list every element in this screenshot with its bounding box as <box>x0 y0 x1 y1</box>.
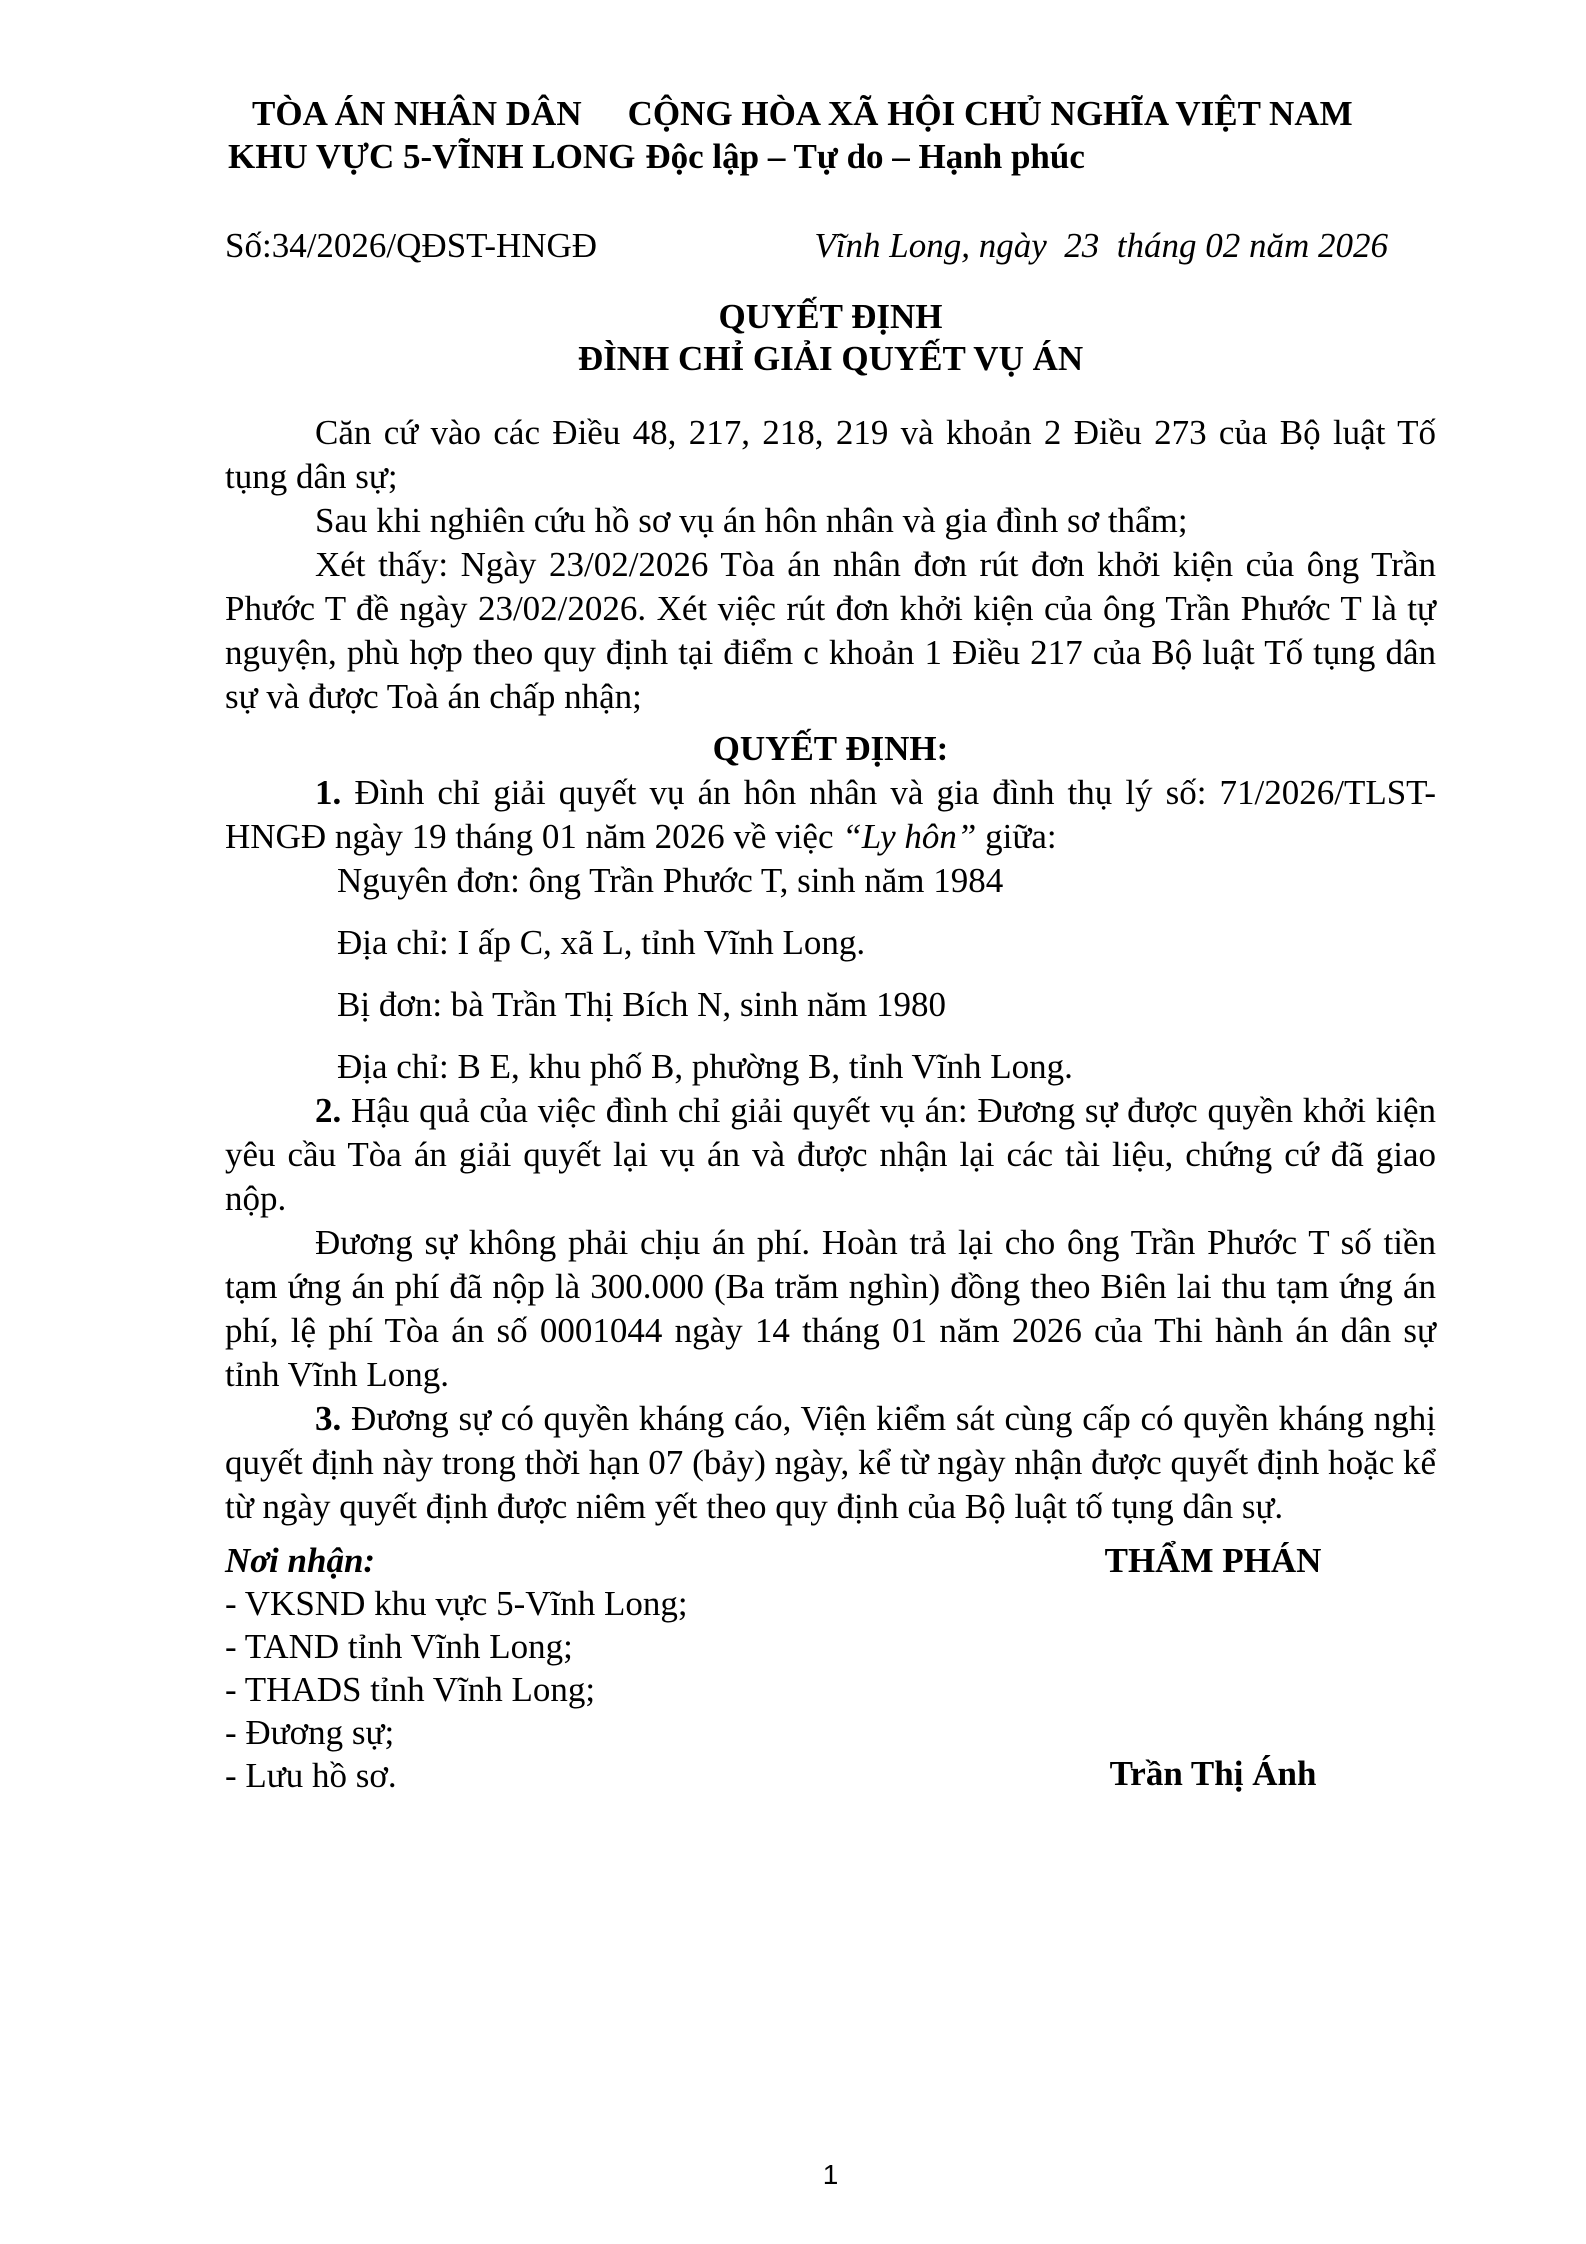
republic-name: CỘNG HÒA XÃ HỘI CHỦ NGHĨA VIỆT NAM <box>627 94 1353 133</box>
document-body <box>225 411 1436 1529</box>
document-title <box>225 296 1436 380</box>
preamble-paragraph-legal-basis: Căn cứ vào các Điều 48, 217, 218, 219 và khoản 2 Điều 273 của Bộ luật Tố tụng dân sự; <box>225 413 1436 496</box>
court-name-line2: KHU VỰC 5-VĨNH LONG <box>228 137 636 176</box>
document-footer <box>225 1539 1436 1797</box>
document-header-line2 <box>225 135 1436 178</box>
article-1-text-after: giữa: <box>976 817 1057 856</box>
recipient-item: - THADS tỉnh Vĩnh Long; <box>225 1670 596 1709</box>
recipients-block <box>225 1539 688 1797</box>
article-3 <box>225 1397 1436 1529</box>
article-2-number: 2. <box>315 1091 352 1130</box>
recipient-item: - Đương sự; <box>225 1713 395 1752</box>
plaintiff-address-line: Địa chỉ: I ấp C, xã L, tỉnh Vĩnh Long. <box>337 923 866 962</box>
republic-motto: Độc lập – Tự do – Hạnh phúc <box>645 137 1085 176</box>
article-1 <box>225 771 1436 859</box>
signer-name: Trần Thị Ánh <box>1109 1754 1317 1793</box>
article-2-text: Hậu quả của việc đình chỉ giải quyết vụ án: Đương sự được quyền khởi kiện yêu cầu Tòa án giải quyết lại vụ án và được nhận lại các tài liệu, chứng cứ đã giao nộp. <box>225 1091 1437 1218</box>
signature-block <box>990 1539 1436 1797</box>
preamble-paragraph-findings: Xét thấy: Ngày 23/02/2026 Tòa án nhân đơn rút đơn khởi kiện của ông Trần Phước T đề ngày 23/02/2026. Xét việc rút đơn khởi kiện của ông Trần Phước T là tự nguyện, phù hợp theo quy định tại điểm c khoản 1 Điều 217 của Bộ luật Tố tụng dân sự và được Toà án chấp nhận; <box>225 545 1436 716</box>
page-number: 1 <box>822 2159 839 2190</box>
article-1-number: 1. <box>315 773 355 812</box>
recipient-item: - TAND tỉnh Vĩnh Long; <box>225 1627 573 1666</box>
recipient-item: - Lưu hồ sơ. <box>225 1756 397 1795</box>
document-number: Số:34/2026/QĐST-HNGĐ <box>225 226 598 265</box>
defendant-line: Bị đơn: bà Trần Thị Bích N, sinh năm 1980 <box>337 985 946 1024</box>
court-name-line1: TÒA ÁN NHÂN DÂN <box>252 94 582 133</box>
article-1-text-before: Đình chỉ giải quyết vụ án hôn nhân và gia đình thụ lý số: 71/2026/TLST-HNGĐ ngày 19 tháng 01 năm 2026 về việc <box>225 773 1437 856</box>
signer-title: THẨM PHÁN <box>1104 1541 1322 1580</box>
fee-paragraph: Đương sự không phải chịu án phí. Hoàn trả lại cho ông Trần Phước T số tiền tạm ứng án phí đã nộp là 300.000 (Ba trăm nghìn) đồng theo Biên lai thu tạm ứng án phí, lệ phí Tòa án số 0001044 ngày 14 tháng 01 năm 2026 của Thi hành án dân sự tỉnh Vĩnh Long. <box>225 1223 1436 1394</box>
document-meta-row <box>225 224 1436 268</box>
decision-heading: QUYẾT ĐỊNH: <box>712 729 949 768</box>
defendant-address-line: Địa chỉ: B E, khu phố B, phường B, tỉnh Vĩnh Long. <box>337 1047 1073 1086</box>
place-and-date: Vĩnh Long, ngày 23 tháng 02 năm 2026 <box>814 226 1388 265</box>
parties-block <box>225 859 1436 1089</box>
plaintiff-line: Nguyên đơn: ông Trần Phước T, sinh năm 1984 <box>337 861 1004 900</box>
document-title-line2: ĐÌNH CHỈ GIẢI QUYẾT VỤ ÁN <box>577 339 1084 378</box>
article-3-text: Đương sự có quyền kháng cáo, Viện kiểm sát cùng cấp có quyền kháng nghị quyết định này trong thời hạn 07 (bảy) ngày, kể từ ngày nhận được quyết định hoặc kể từ ngày quyết định được niêm yết theo quy định của Bộ luật tố tụng dân sự. <box>225 1399 1436 1526</box>
recipients-label: Nơi nhận: <box>225 1541 376 1580</box>
article-2 <box>225 1089 1436 1221</box>
case-type-label: “Ly hôn” <box>842 817 977 856</box>
preamble-paragraph-review: Sau khi nghiên cứu hồ sơ vụ án hôn nhân và gia đình sơ thẩm; <box>315 501 1188 540</box>
document-title-line1: QUYẾT ĐỊNH <box>718 297 943 336</box>
document-header-line1 <box>225 92 1436 135</box>
recipient-item: - VKSND khu vực 5-Vĩnh Long; <box>225 1584 688 1623</box>
article-3-number: 3. <box>315 1399 351 1438</box>
